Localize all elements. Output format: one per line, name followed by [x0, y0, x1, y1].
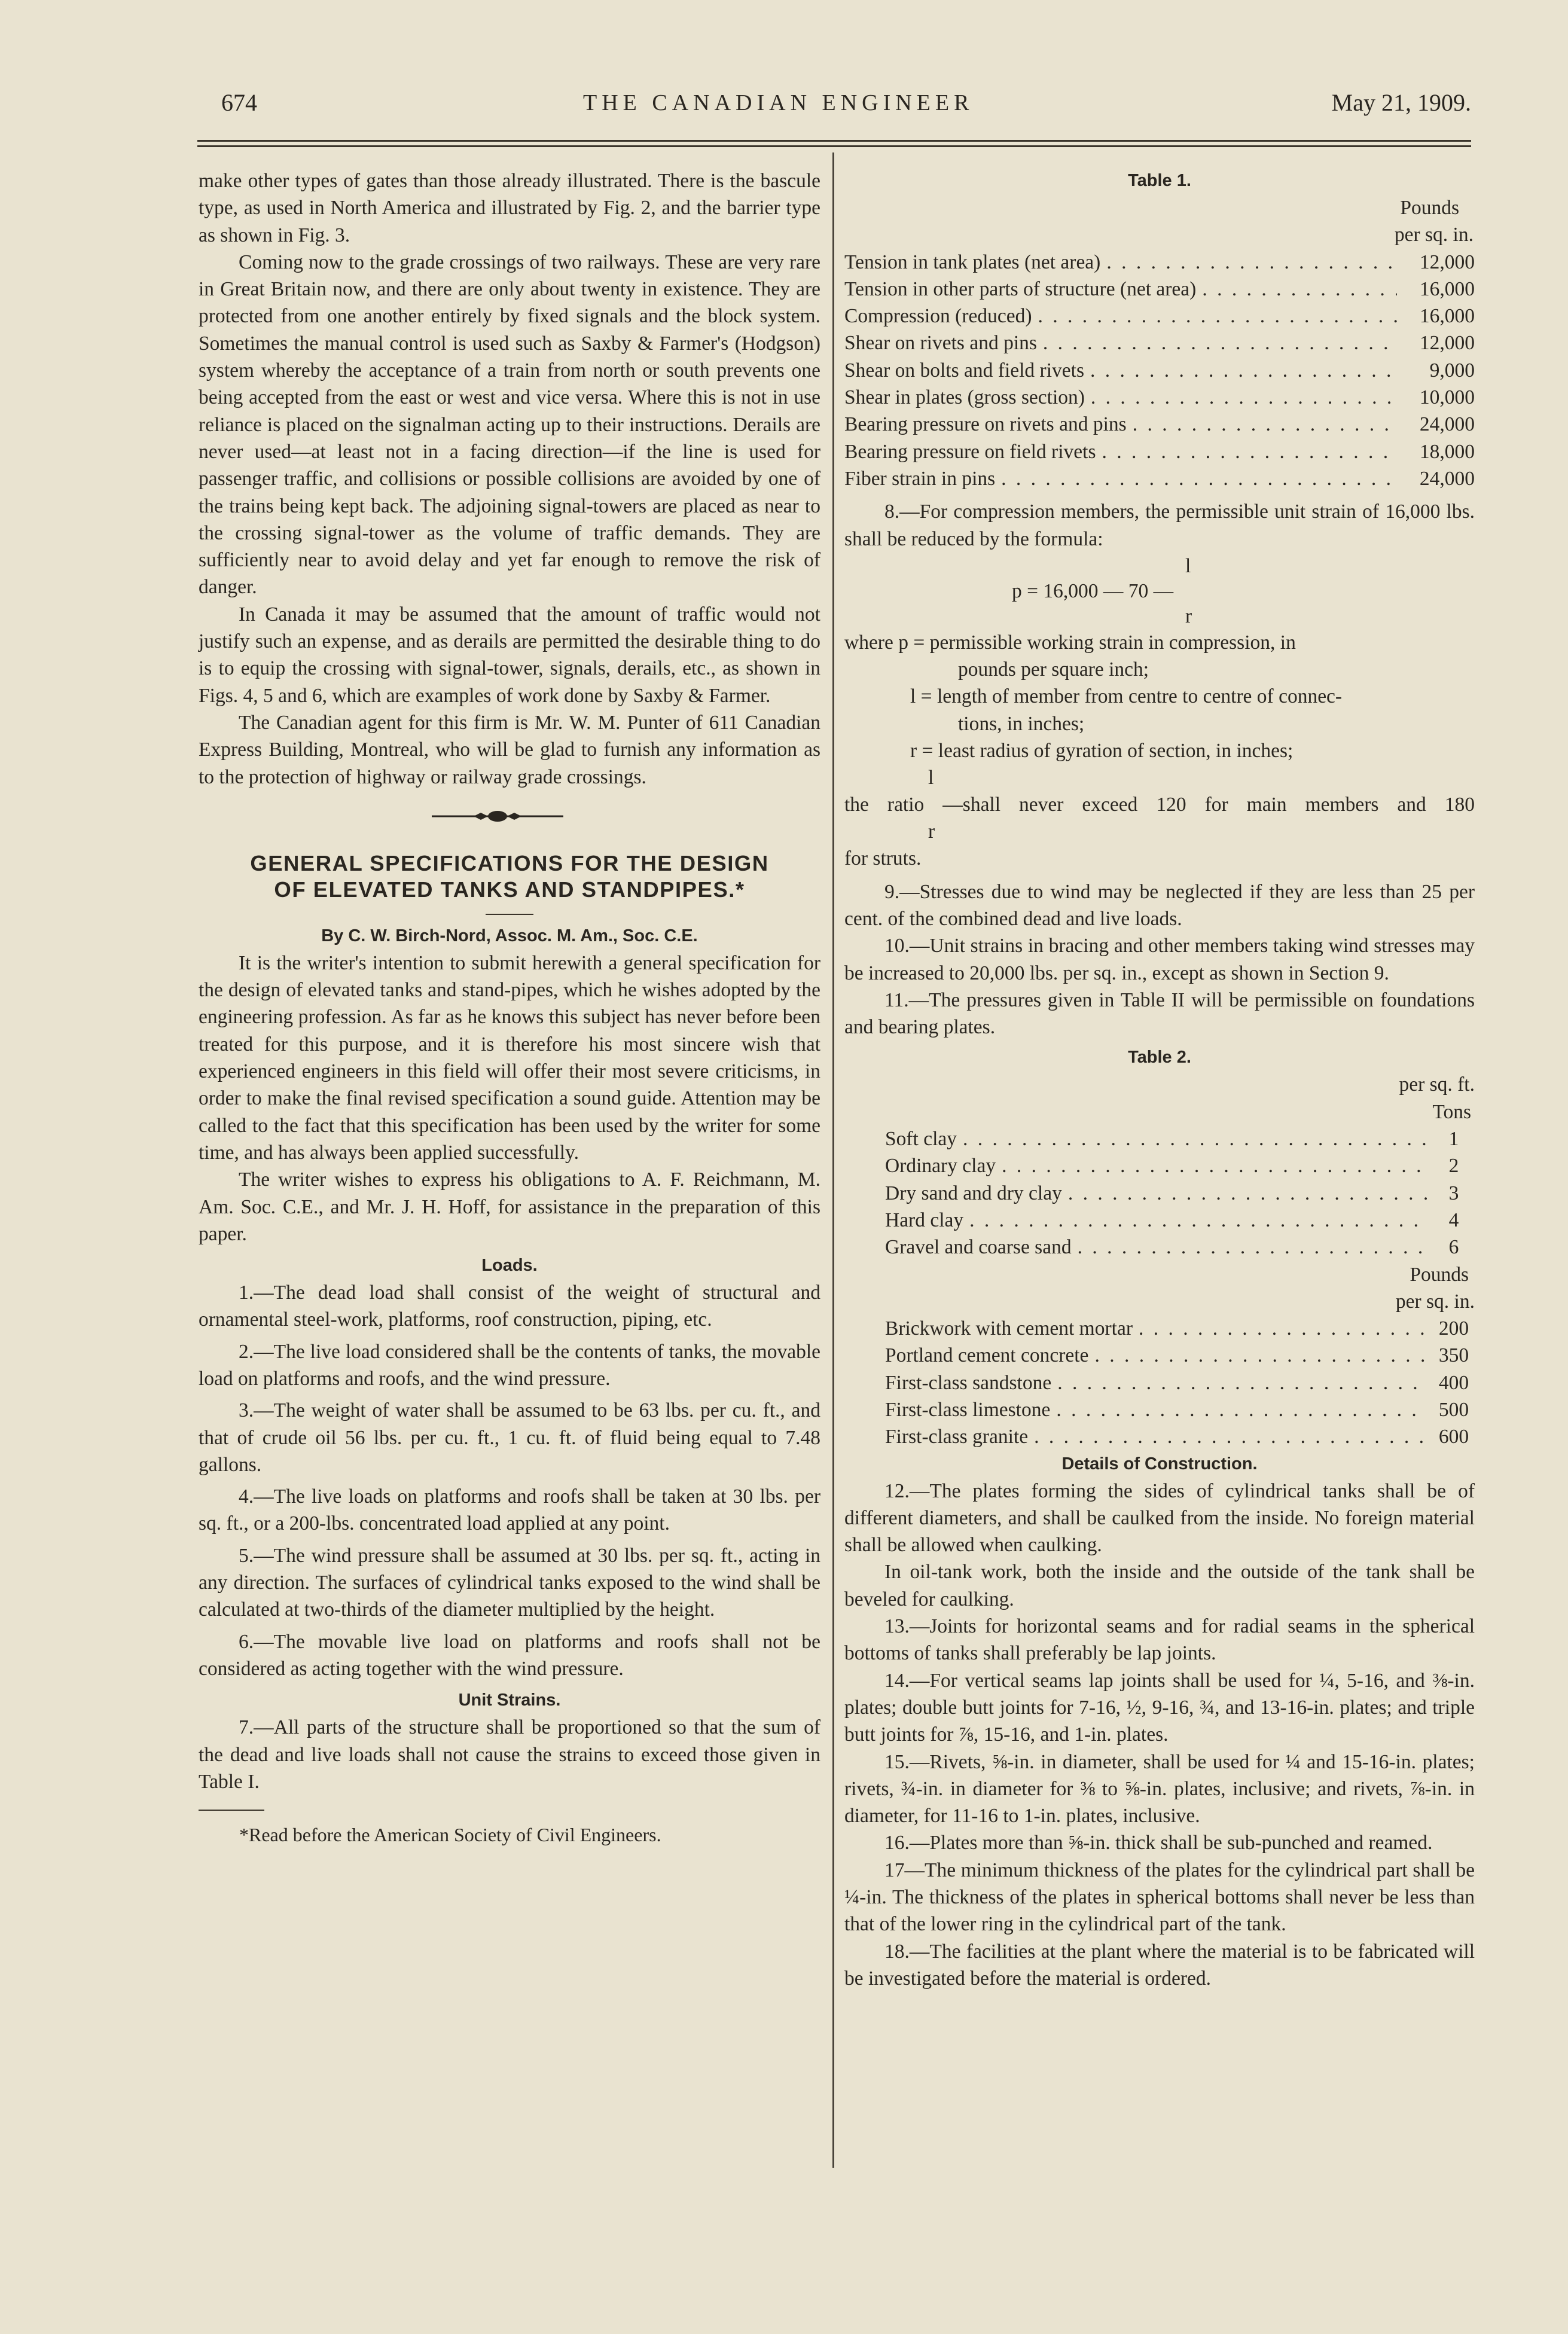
spec-item: 13.—Joints for horizontal seams and for radial seams in the spherical bottoms of tanks shall preferably be lap joints. — [844, 1615, 1475, 1665]
spec-item: 10.—Unit strains in bracing and other members taking wind stresses may be increased to 20,000 lbs. per sq. in., except as shown in Section 9. — [844, 935, 1475, 984]
footnote-rule — [199, 1810, 264, 1811]
section-heading-loads: Loads. — [481, 1256, 538, 1276]
spec-item: 5.—The wind pressure shall be assumed at 30 lbs. per sq. ft., acting in any direction. The surfaces of cylindrical tanks exposed to the wind shall be calculated at two-thirds of the diameter multiplied by the height. — [199, 1544, 820, 1621]
table-row: Dry sand and dry clay . . . 3 — [885, 1180, 1475, 1207]
table-row: Fiber strain in pins . . . 24,000 — [844, 465, 1475, 492]
footnote: *Read before the American Society of Civil Engineers. — [239, 1824, 661, 1846]
byline: By C. W. Birch-Nord, Assoc. M. Am., Soc. C.E. — [321, 926, 698, 945]
table-row: First-class limestone . . . 500 — [885, 1396, 1475, 1423]
strain-formula: l p = 16,000 — 70 — r — [1012, 554, 1192, 627]
column-divider — [832, 152, 834, 2168]
ornament-divider-icon — [432, 807, 563, 825]
table-row: Shear on rivets and pins . . . 12,000 — [844, 329, 1475, 356]
table-row: Gravel and coarse sand . . . 6 — [885, 1234, 1475, 1261]
table-row: Bearing pressure on field rivets . . . 18,000 — [844, 438, 1475, 465]
table-1-unit: Pounds per sq. in. — [1394, 197, 1474, 246]
spec-item: 6.—The movable live load on platforms and roofs shall not be considered as acting together with the wind pressure. — [199, 1630, 820, 1680]
table-row: Shear in plates (gross section) . . . 10,000 — [844, 384, 1475, 411]
table-row: Soft clay . . . 1 — [885, 1125, 1475, 1152]
section-ornament — [199, 791, 820, 844]
table-row: Tension in tank plates (net area) . . . 12,000 — [844, 249, 1475, 276]
spec-item: 14.—For vertical seams lap joints shall be used for ¼, 5-16, and ⅜-in. plates; double butt joints for 7-16, ½, 9-16, ¾, and 13-16-in. plates; and triple butt joints for ⅞, 15-16, and 1-in. plates. — [844, 1669, 1475, 1746]
title-rule — [486, 914, 533, 915]
journal-title: THE CANADIAN ENGINEER — [583, 90, 974, 115]
body-paragraph: The writer wishes to express his obligations to A. F. Reichmann, M. Am. Soc. C.E., and Mr. J. H. Hoff, for assistance in the preparation of this paper. — [199, 1168, 820, 1245]
body-paragraph: The Canadian agent for this firm is Mr. W. M. Punter of 611 Canadian Express Building, Montreal, who will be glad to furnish any information as to the protection of highway or railway grade crossings. — [199, 711, 820, 788]
left-column — [199, 167, 820, 1848]
spec-item: 12.—The plates forming the sides of cylindrical tanks shall be of different diameters, and shall be caulked from the inside. No foreign material shall be allowed when caulking. — [844, 1479, 1475, 1557]
spec-item: 17—The minimum thickness of the plates for the cylindrical part shall be ¼-in. The thickness of the plates in spherical bottoms shall never be less than that of the lower ring in the cylindrical part of the tank. — [844, 1859, 1475, 1936]
table-row: Hard clay . . . 4 — [885, 1207, 1475, 1234]
body-paragraph: make other types of gates than those already illustrated. There is the bascule type, as used in North America and illustrated by Fig. 2, and the barrier type as shown in Fig. 3. — [199, 170, 820, 246]
table-row: Shear on bolts and field rivets . . . 9,000 — [844, 357, 1475, 384]
formula-definitions: where p = permissible working strain in compression, in pounds per square inch; l = length of member from centre to centre of connec- tions, in inches; r = least radius of gyration of section, in inches; — [844, 631, 1343, 762]
table-1-title: Table 1. — [1128, 171, 1191, 190]
spec-item: 2.—The live load considered shall be the contents of tanks, the movable load on platforms and roofs, and the wind pressure. — [199, 1340, 820, 1390]
spec-item: 7.—All parts of the structure shall be proportioned so that the sum of the dead and live loads shall not cause the strains to exceed those given in Table I. — [199, 1716, 820, 1793]
ratio-end: for struts. — [844, 847, 922, 870]
slenderness-ratio: l the ratio —shall never exceed 120 for main members and 180 — [844, 767, 1475, 816]
right-column: Table 1. Pounds per sq. in. Tension in tank plates (net area) . . . 12,000 Tension in other parts of structure (net area) . . . 16,000 Compression (reduced) . . . 16,000 Shear on rivets and pins . . . 12,000 Shear on bolts and field rivets . . . 9,000 Shear in plates (gross section) . . . 10,000 Bearing pressure on rivets and pins . . . 24,000 Bearing pressure on field rivets . . . 18,000 Fiber strain in pins . . . 24,000 8.—For compression members, the permissible unit strain of 16,000 lbs. shall be reduced by the formula: l p = 16,000 — 70 — r where p = permissible working strain in compression, in pounds per square inch; l = length of member from centre to centre of connec- tions, in inches; r = least radius of gyration of section, in inches; l the ratio —shall never exceed 120 for main members and 180 r for struts. 9.—Stresses due to wind may be neglected if they are less than 25 per cent. of the combined dead and live loads. 10.—Unit strains in bracing and other members taking wind stresses may be increased to 20,000 lbs. per sq. in., except as shown in Section 9. 11.—The pressures given in Table II will be permissible on foundations and bearing plates. Table 2. per sq. ft. Tons Soft clay . . . 1 Ordinary clay . . . 2 Dry sand and dry clay . . . 3 Hard clay . . . 4 Gravel and coarse sand . . . 6 Pounds per sq. in. Brickwork with cement mortar . . . 200 Portland cement concrete . . . 350 First-class sandstone . . . 400 First-class limestone . . . 500 First-class granite . . . 600 Details of Construction. 12.—The plates forming the sides of cylindrical tanks shall be of different diameters, and shall be caulked from the inside. No foreign material shall be allowed when caulking. In oil-tank work, both the inside and the outside of the tank shall be beveled for caulking. 13.—Joints for horizontal seams and for radial seams in the spherical bottoms of tanks shall preferably be lap joints. 14.—For vertical seams lap joints shall be used for ¼, 5-16, and ⅜-in. plates; double butt joints for 7-16, ½, 9-16, ¾, and 13-16-in. plates; and triple butt joints for ⅞, 15-16, and 1-in. plates. 15.—Rivets, ⅝-in. in diameter, shall be used for ¼ and 15-16-in. plates; rivets, ¾-in. in diameter for ⅜ to ⅝-in. plates, inclusive; and rivets, ⅞-in. in diameter, for 11-16 to 1-in. plates, inclusive. 16.—Plates more than ⅝-in. thick shall be sub-punched and reamed. 17—The minimum thickness of the plates for the cylindrical part shall be ¼-in. The thickness of the plates in spherical bottoms shall never be less than that of the lower ring in the cylindrical part of the tank. 18.—The facilities at the plant where the material is to be fabricated will be investigated before the material is ordered. — [844, 167, 1475, 1992]
spec-item: 16.—Plates more than ⅝-in. thick shall be sub-punched and reamed. — [884, 1832, 1433, 1854]
table-2-title: Table 2. — [1128, 1048, 1191, 1067]
table-row: Brickwork with cement mortar . . . 200 — [885, 1315, 1475, 1342]
spec-item: 15.—Rivets, ⅝-in. in diameter, shall be used for ¼ and 15-16-in. plates; rivets, ¾-in. in diameter for ⅜ to ⅝-in. plates, inclusive; and rivets, ⅞-in. in diameter, for 11-16 to 1-in. plates, inclusive. — [844, 1750, 1475, 1827]
header-rule-top — [197, 140, 1471, 142]
table-1 — [844, 249, 1475, 493]
spec-item: 18.—The facilities at the plant where the material is to be fabricated will be investigated before the material is ordered. — [844, 1940, 1475, 1990]
spec-item: In oil-tank work, both the inside and the outside of the tank shall be beveled for caulking. — [844, 1561, 1475, 1610]
table-row: Compression (reduced) . . . 16,000 — [844, 303, 1475, 329]
article-title: GENERAL SPECIFICATIONS FOR THE DESIGN OF ELEVATED TANKS AND STANDPIPES.* — [250, 850, 769, 902]
running-header — [221, 89, 1471, 124]
spec-item: 1.—The dead load shall consist of the weight of structural and ornamental steel-work, platforms, roof construction, piping, etc. — [199, 1282, 820, 1331]
body-paragraph: Coming now to the grade crossings of two railways. These are very rare in Great Britain now, and there are only about twenty in existence. They are protected from one another entirely by fixed signals and the block system. Sometimes the manual control is used such as Saxby & Farmer's (Hodgson) system whereby the acceptance of a train from north or south prevents one being accepted from the east or west and vice versa. Where this is not in use reliance is placed on the signalman acting up to their instructions. Derails are never used—at least not in a facing direction—if the line is used for passenger traffic, and collisions or possible collisions are avoided by one of the trains being kept back. The adjoining signal-towers are placed as near to the crossing signal-tower as the volume of traffic demands. They are sufficiently near to avoid delay and yet far enough to remove the risk of danger. — [199, 251, 820, 599]
table-row: Ordinary clay . . . 2 — [885, 1152, 1475, 1179]
spec-item: 9.—Stresses due to wind may be neglected if they are less than 25 per cent. of the combined dead and live loads. — [844, 880, 1475, 930]
header-rule-bottom — [197, 145, 1471, 147]
table-row: Bearing pressure on rivets and pins . . . 24,000 — [844, 411, 1475, 438]
issue-date: May 21, 1909. — [1331, 89, 1471, 116]
section-heading-details: Details of Construction. — [1061, 1454, 1258, 1473]
body-paragraph: In Canada it may be assumed that the amount of traffic would not justify such an expense, and as derails are permitted the desirable thing to do is to equip the crossing with signal-tower, signals, derails, etc., as shown in Figs. 4, 5 and 6, which are examples of work done by Saxby & Farmer. — [199, 603, 820, 707]
table-row: Tension in other parts of structure (net area) . . . 16,000 — [844, 276, 1475, 303]
table-row: First-class sandstone . . . 400 — [885, 1369, 1475, 1396]
spec-item: 3.—The weight of water shall be assumed to be 63 lbs. per cu. ft., and that of crude oil 56 lbs. per cu. ft., 1 cu. ft. of fluid being equal to 7.48 gallons. — [199, 1399, 820, 1476]
body-paragraph: It is the writer's intention to submit herewith a general specification for the design of elevated tanks and stand-pipes, which he wishes adopted by the engineering profession. As far as he knows this subject has never before been treated for this purpose, and it is therefore his most sincere wish that experienced engineers in this field will offer their most severe criticisms, in order to make the final revised specification a sound guide. Attention may be called to the fact that this specification has been used by the writer for some time, and has always been applied successfully. — [199, 951, 820, 1164]
section-heading-unit-strains: Unit Strains. — [458, 1691, 561, 1710]
spec-item: 11.—The pressures given in Table II will be permissible on foundations and bearing plates. — [844, 988, 1475, 1039]
table-row: Portland cement concrete . . . 350 — [885, 1342, 1475, 1369]
spec-item: 8.—For compression members, the permissible unit strain of 16,000 lbs. shall be reduced by the formula: — [844, 501, 1475, 550]
page-number: 674 — [221, 89, 257, 116]
table-row: First-class granite . . . 600 — [885, 1423, 1475, 1450]
table-2: per sq. ft. Tons Soft clay . . . 1 Ordinary clay . . . 2 Dry sand and dry clay . . . 3 Hard clay . . . 4 Gravel and coarse sand . . . 6 Pounds per sq. in. Brickwork with cement mortar . . . 200 Portland cement concrete . . . 350 First-class sandstone . . . 400 First-class limestone . . . 500 First-class granite . . . 600 — [844, 1071, 1475, 1450]
spec-item: 4.—The live loads on platforms and roofs shall be taken at 30 lbs. per sq. ft., or a 200-lbs. concentrated load applied at any point. — [199, 1485, 820, 1535]
